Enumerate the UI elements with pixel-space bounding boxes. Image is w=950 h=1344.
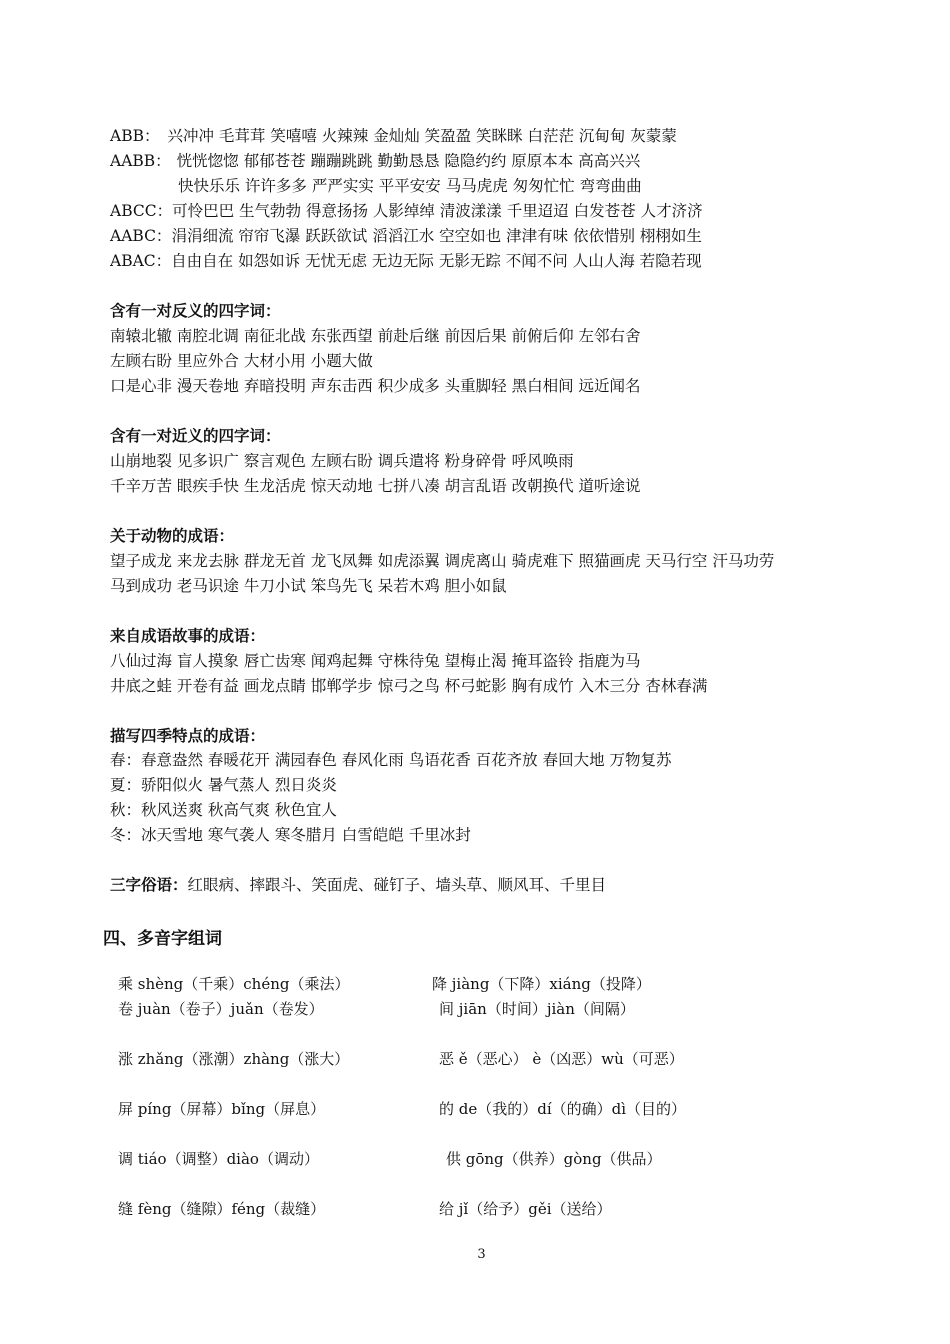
section4-title: 四、多音字组词: [103, 929, 222, 949]
pattern-abb: ABB： 兴冲冲 毛茸茸 笑嘻嘻 火辣辣 金灿灿 笑盈盈 笑眯眯 白茫茫 沉甸甸 灰蒙蒙: [110, 127, 677, 145]
synonym-line-1: 山崩地裂 见多识广 察言观色 左顾右盼 调兵遣将 粉身碎骨 呼风唤雨: [110, 452, 574, 470]
pattern-aabb-cont: 快快乐乐 许许多多 严严实实 平平安安 马马虎虎 匆匆忙忙 弯弯曲曲: [178, 177, 642, 195]
stories-line-2: 井底之蛙 开卷有益 画龙点睛 邯郸学步 惊弓之鸟 杯弓蛇影 胸有成竹 入木三分 杏林春满: [110, 677, 708, 695]
polyphone-left-5: 调 tiáo（调整）diào（调动）: [118, 1150, 319, 1168]
seasons-title: 描写四季特点的成语：: [110, 727, 266, 745]
polyphone-right-3: 恶 ě（恶心） è（凶恶）wù（可恶）: [439, 1050, 684, 1068]
animals-line-1: 望子成龙 来龙去脉 群龙无首 龙飞凤舞 如虎添翼 调虎离山 骑虎难下 照猫画虎 天马行空 汗马功劳: [110, 552, 775, 570]
seasons-autumn: 秋：秋风送爽 秋高气爽 秋色宜人: [110, 801, 337, 819]
polyphone-right-5: 供 gōng（供养）gòng（供品）: [446, 1150, 662, 1168]
antonym-line-3: 口是心非 漫天卷地 弃暗投明 声东击西 积少成多 头重脚轻 黑白相间 远近闻名: [110, 377, 641, 395]
antonym-line-2: 左顾右盼 里应外合 大材小用 小题大做: [110, 352, 373, 370]
polyphone-left-1: 乘 shèng（千乘）chéng（乘法）: [118, 975, 350, 993]
polyphone-left-2: 卷 juàn（卷子）juǎn（卷发）: [118, 1000, 324, 1018]
polyphone-left-3: 涨 zhǎng（涨潮）zhàng（涨大）: [118, 1050, 350, 1068]
seasons-summer: 夏：骄阳似火 暑气蒸人 烈日炎炎: [110, 776, 337, 794]
animals-title: 关于动物的成语：: [110, 527, 235, 545]
synonym-title: 含有一对近义的四字词：: [110, 427, 281, 445]
pattern-abac: ABAC：自由自在 如怨如诉 无忧无虑 无边无际 无影无踪 不闻不问 人山人海 若隐若现: [110, 252, 702, 270]
stories-line-1: 八仙过海 盲人摸象 唇亡齿寒 闻鸡起舞 守株待兔 望梅止渴 掩耳盗铃 指鹿为马: [110, 652, 641, 670]
pattern-abcc: ABCC：可怜巴巴 生气勃勃 得意扬扬 人影绰绰 清波漾漾 千里迢迢 白发苍苍 人才济济: [110, 202, 703, 220]
seasons-spring: 春：春意盎然 春暖花开 满园春色 春风化雨 鸟语花香 百花齐放 春回大地 万物复苏: [110, 751, 672, 769]
slang-line: [110, 875, 606, 895]
slang-text: 红眼病、摔跟斗、笑面虎、碰钉子、墙头草、顺风耳、千里目: [187, 876, 607, 894]
polyphone-right-6: 给 jǐ（给予）gěi（送给）: [439, 1200, 612, 1218]
slang-label: 三字俗语：: [110, 876, 188, 894]
synonym-line-2: 千辛万苦 眼疾手快 生龙活虎 惊天动地 七拼八凑 胡言乱语 改朝换代 道听途说: [110, 477, 641, 495]
pattern-aabc: AABC：涓涓细流 帘帘飞瀑 跃跃欲试 滔滔江水 空空如也 津津有味 依依惜别 栩栩如生: [110, 227, 702, 245]
polyphone-right-4: 的 de（我的）dí（的确）dì（目的）: [439, 1100, 687, 1118]
polyphone-right-1: 降 jiàng（下降）xiáng（投降）: [432, 975, 651, 993]
antonym-line-1: 南辕北辙 南腔北调 南征北战 东张西望 前赴后继 前因后果 前俯后仰 左邻右舍: [110, 327, 641, 345]
seasons-winter: 冬：冰天雪地 寒气袭人 寒冬腊月 白雪皑皑 千里冰封: [110, 826, 471, 844]
page-number: 3: [477, 1247, 486, 1262]
stories-title: 来自成语故事的成语：: [110, 627, 266, 645]
antonym-title: 含有一对反义的四字词：: [110, 302, 281, 320]
pattern-aabb: AABB： 恍恍惚惚 郁郁苍苍 蹦蹦跳跳 勤勤恳恳 隐隐约约 原原本本 高高兴兴: [110, 152, 641, 170]
polyphone-right-2: 间 jiān（时间）jiàn（间隔）: [439, 1000, 635, 1018]
polyphone-left-6: 缝 fèng（缝隙）féng（裁缝）: [118, 1200, 326, 1218]
polyphone-left-4: 屏 píng（屏幕）bǐng（屏息）: [118, 1100, 326, 1118]
animals-line-2: 马到成功 老马识途 牛刀小试 笨鸟先飞 呆若木鸡 胆小如鼠: [110, 577, 507, 595]
